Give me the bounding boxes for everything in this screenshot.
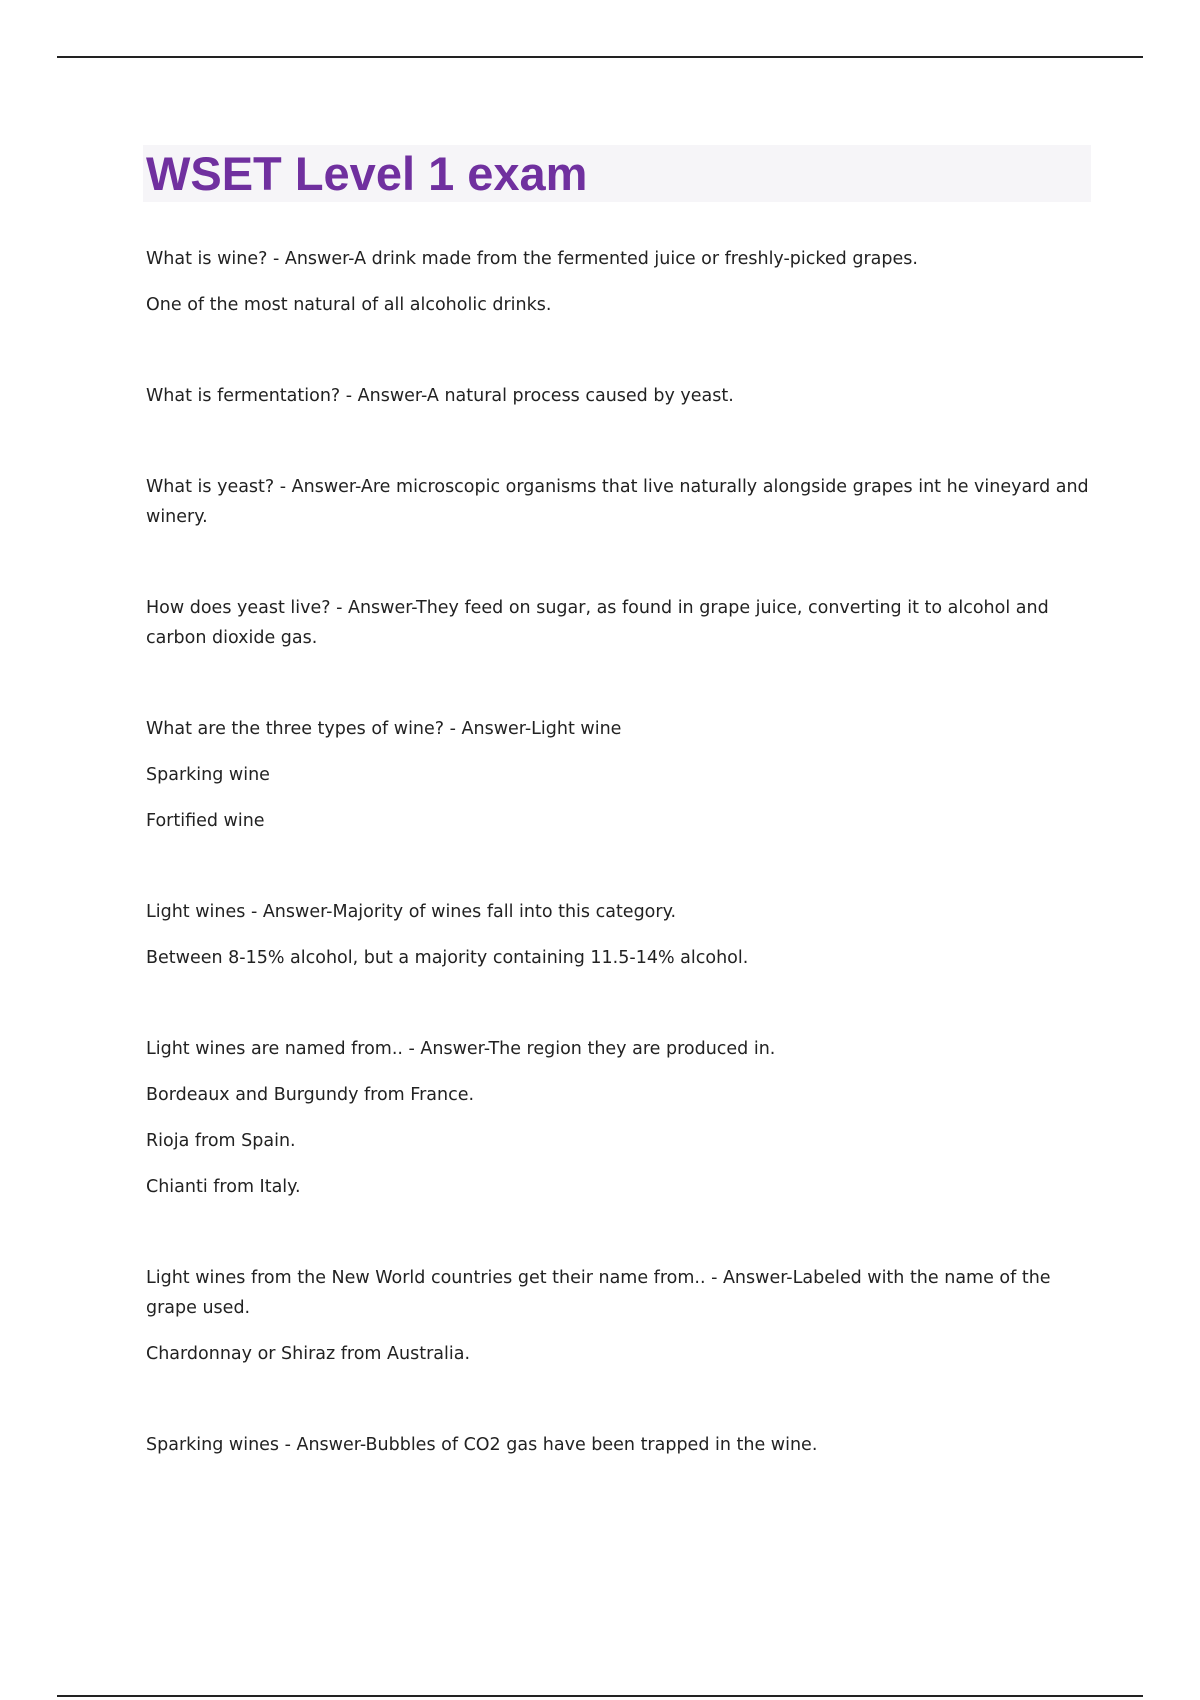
qa-entry xyxy=(146,472,1091,532)
qa-entry xyxy=(146,244,1091,320)
qa-line: Between 8-15% alcohol, but a majority containing 11.5-14% alcohol. xyxy=(146,948,749,968)
footer-rule xyxy=(57,1695,1143,1697)
qa-entry xyxy=(146,1034,1091,1202)
qa-line: What are the three types of wine? - Answer-Light wine xyxy=(146,719,622,739)
qa-line: How does yeast live? - Answer-They feed on sugar, as found in grape juice, converting it to alcohol and carbon dioxide gas. xyxy=(146,598,1049,648)
qa-line: Chardonnay or Shiraz from Australia. xyxy=(146,1344,471,1364)
qa-entry xyxy=(146,381,1091,411)
qa-line: What is fermentation? - Answer-A natural process caused by yeast. xyxy=(146,386,734,406)
qa-line: Sparking wine xyxy=(146,765,270,785)
qa-entry xyxy=(146,714,1091,836)
document-title: WSET Level 1 exam xyxy=(146,147,588,200)
qa-line: Light wines - Answer-Majority of wines fall into this category. xyxy=(146,902,677,922)
qa-line: Bordeaux and Burgundy from France. xyxy=(146,1085,475,1105)
qa-line: Light wines from the New World countries get their name from.. - Answer-Labeled with the name of the grape used. xyxy=(146,1268,1051,1318)
qa-entry xyxy=(146,1430,1091,1460)
header-rule xyxy=(57,56,1143,58)
qa-entry xyxy=(146,1263,1091,1369)
qa-line: One of the most natural of all alcoholic drinks. xyxy=(146,295,552,315)
qa-line: Fortified wine xyxy=(146,811,265,831)
qa-line: Light wines are named from.. - Answer-The region they are produced in. xyxy=(146,1039,776,1059)
qa-entry xyxy=(146,593,1091,653)
qa-line: Rioja from Spain. xyxy=(146,1131,296,1151)
qa-entry xyxy=(146,897,1091,973)
qa-line: Sparking wines - Answer-Bubbles of CO2 gas have been trapped in the wine. xyxy=(146,1435,818,1455)
qa-line: What is wine? - Answer-A drink made from the fermented juice or freshly-picked grapes. xyxy=(146,249,918,269)
qa-line: Chianti from Italy. xyxy=(146,1177,301,1197)
qa-list xyxy=(146,244,1091,1521)
qa-line: What is yeast? - Answer-Are microscopic organisms that live naturally alongside grapes int he vineyard and winery. xyxy=(146,477,1089,527)
